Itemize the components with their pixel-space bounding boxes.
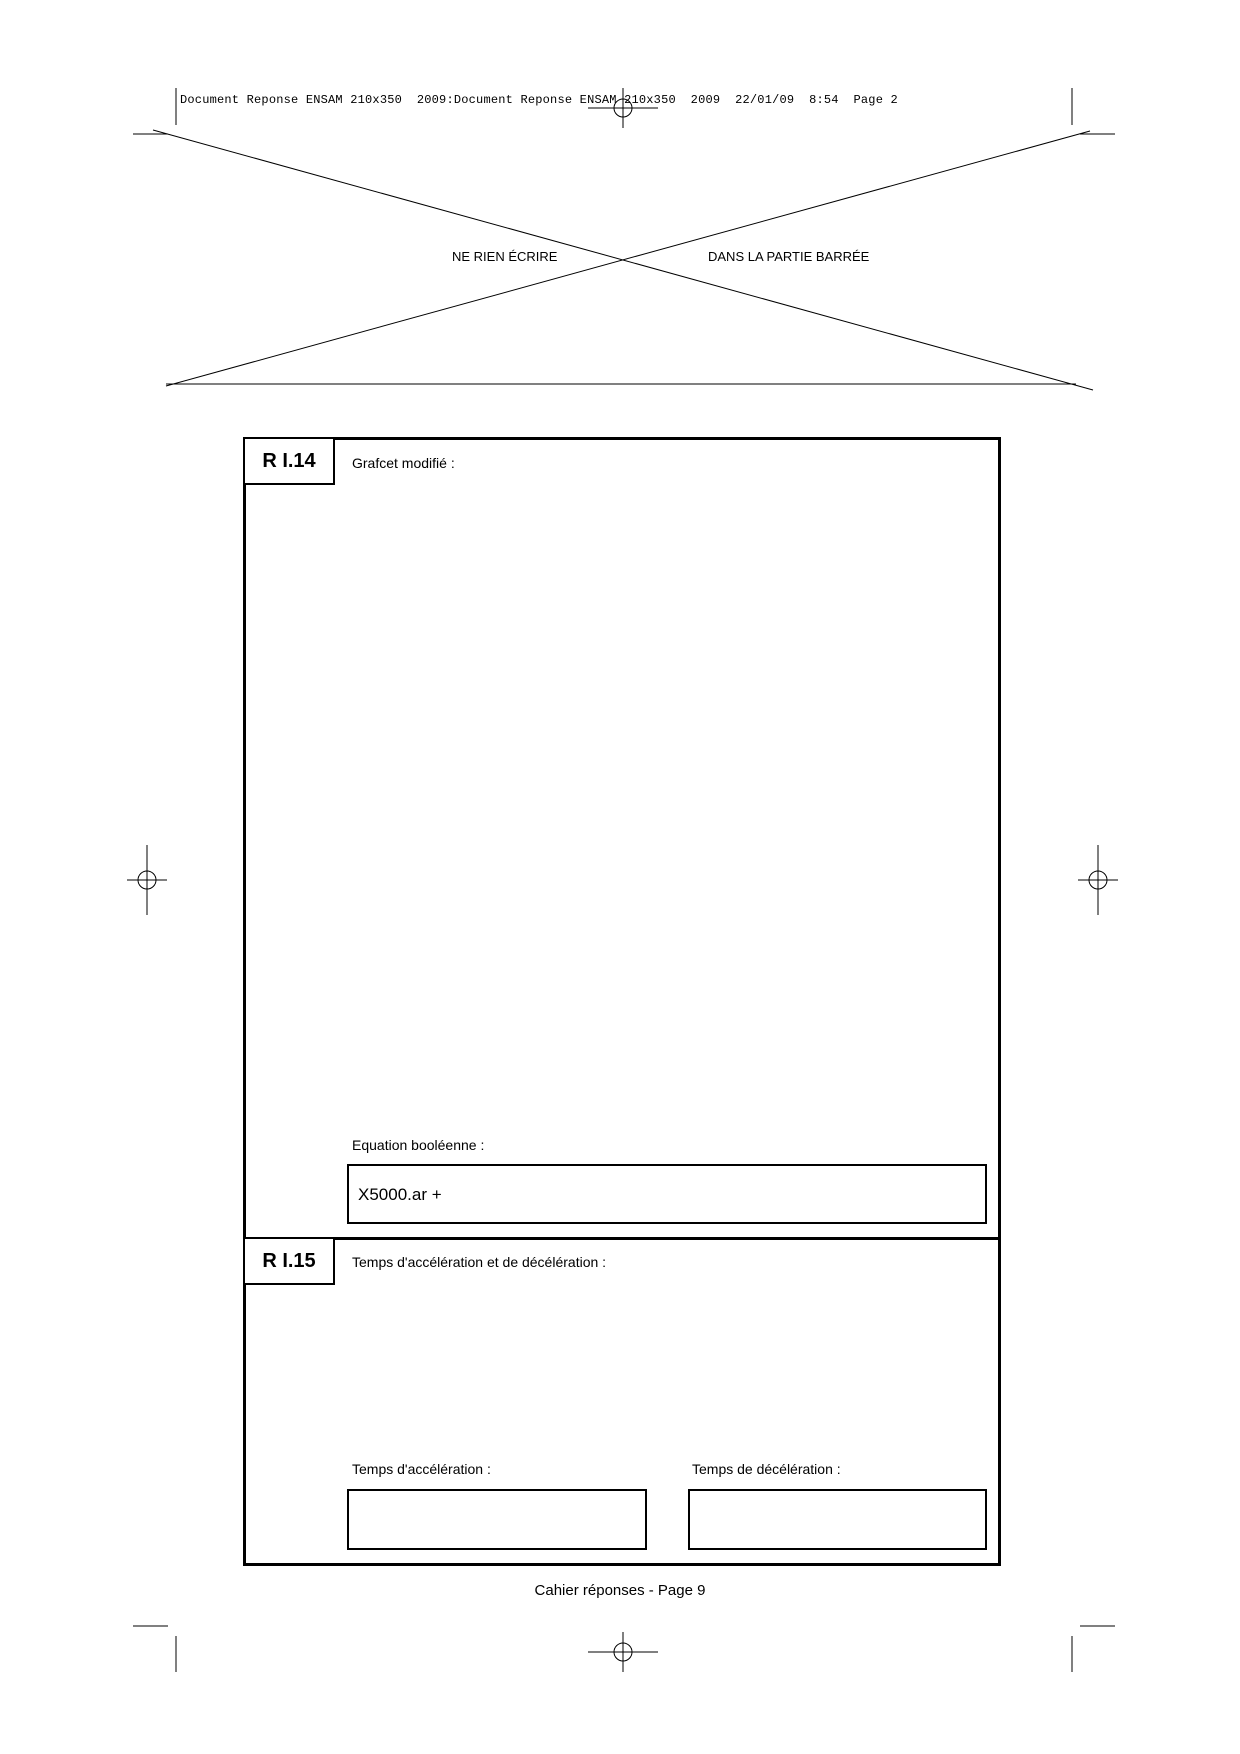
registration-mark-left [127,845,167,915]
answer-frame-ri14 [243,437,1001,1240]
equation-prefilled-text: X5000.ar + [358,1185,442,1204]
registration-mark-right [1078,845,1118,915]
barred-area-right-text: DANS LA PARTIE BARRÉE [708,249,870,264]
barred-diagonal-line [166,131,1090,386]
print-slug-header: Document Reponse ENSAM 210x350 2009:Document Reponse ENSAM 210x350 2009 22/01/09 8:54 Page 2 [180,93,898,107]
deceleration-answer-field[interactable] [688,1489,987,1550]
registration-mark-bottom [588,1632,658,1672]
grafcet-title: Grafcet modifié : [352,455,455,471]
acceleration-answer-field[interactable] [347,1489,647,1550]
question-id-ri14: R I.14 [243,437,335,485]
acceleration-label: Temps d'accélération : [352,1461,491,1477]
deceleration-label: Temps de décélération : [692,1461,841,1477]
equation-answer-field[interactable] [347,1164,987,1224]
barred-area-left-text: NE RIEN ÉCRIRE [452,249,558,264]
times-title: Temps d'accélération et de décélération : [352,1254,607,1270]
question-id-ri15: R I.15 [243,1237,335,1285]
equation-label: Equation booléenne : [352,1137,485,1153]
page-footer: Cahier réponses - Page 9 [534,1582,706,1599]
